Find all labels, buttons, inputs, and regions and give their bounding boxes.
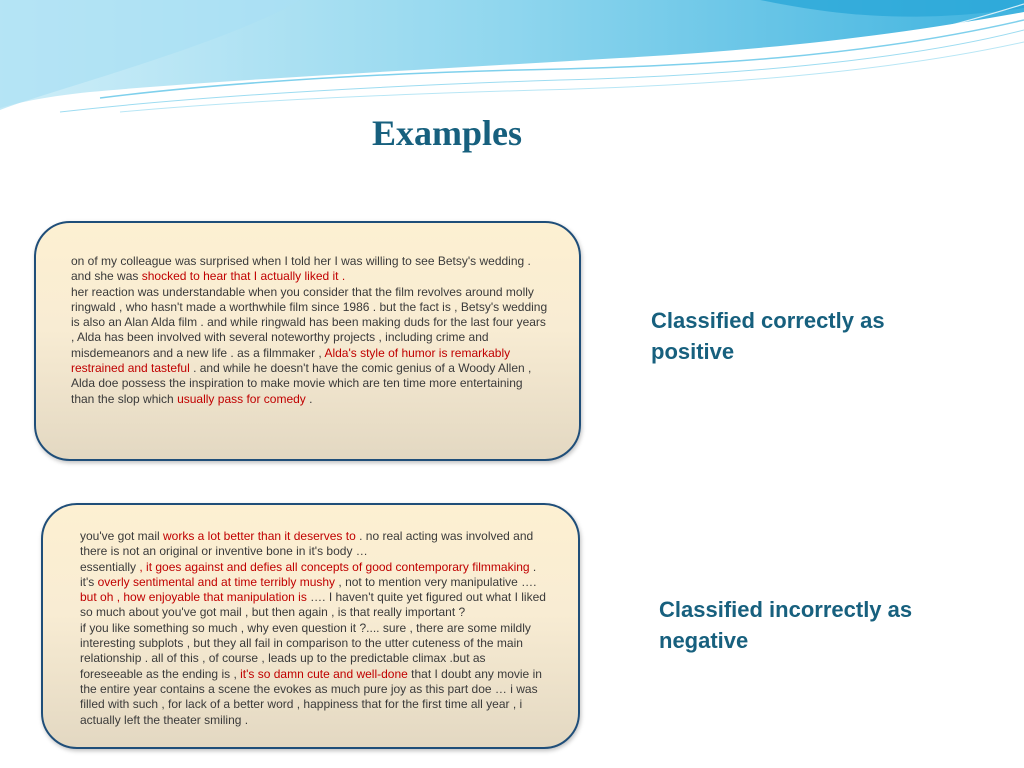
example-box-positive [34,221,581,461]
review-paragraph: essentially , it goes against and defies all concepts of good contemporary filmmaking . it's overly sentimental and at time terribly mushy , not to mention very manipulative …. [80,559,537,589]
review-paragraph: but oh , how enjoyable that manipulation is …. I haven't quite yet figured out what I liked so much about you've got mail , but then again , is that really important ? [80,590,546,620]
highlighted-phrase: usually pass for comedy [177,391,306,406]
header-wave-decoration [0,0,1024,130]
slide-title: Examples [371,113,522,153]
classification-label-positive: Classified correctly as positive [651,308,885,364]
example-box-negative [41,503,580,749]
classification-label-negative: Classified incorrectly as negative [659,597,913,653]
review-paragraph: on of my colleague was surprised when I told her I was willing to see Betsy's wedding . and she was shocked to hear that I actually liked it . [71,254,531,284]
review-paragraph: you've got mail works a lot better than it deserves to . no real acting was involved and there is not an original or inventive bone in it's body … [80,529,534,559]
highlighted-phrase: overly sentimental and at time terribly mushy [97,574,336,589]
highlighted-phrase: but oh , how enjoyable that manipulation is [80,590,307,605]
highlighted-phrase: , it goes against and defies all concepts of good contemporary filmmaking [139,559,530,574]
review-paragraph: if you like something so much , why even question it ?.... sure , there are some mildly interesting subplots , but they all fail in comparison to the utter cuteness of the main relationship . all of this , of course , leads up to the predictable climax .but as foreseeable as the ending is , it's so damn cute and well-done that I doubt any movie in the entire year contains a scene the evokes as much pure joy as this part doe … i was filled with such , for lack of a better word , happiness that for the first time all year , i actually left the theater smiling . [80,620,542,727]
highlighted-phrase: shocked to hear that I actually liked it . [141,269,346,284]
highlighted-phrase: Alda's style of humor is remarkably restrained and tasteful [71,345,511,376]
highlighted-phrase: it's so damn cute and well-done [240,666,408,681]
highlighted-phrase: works a lot better than it deserves to [163,529,356,543]
review-paragraph: her reaction was understandable when you consider that the film revolves around molly ringwald , who hasn't made a worthwhile film since 1986 . but the fact is , Betsy's wedding is also an Alan Alda film . and while ringwald has been making duds for the last four years , Alda has been involved with several noteworthy projects , including crime and misdemeanors and a new life . as a filmmaker , Alda's style of humor is remarkably restrained and tasteful . and while he doesn't have the comic genius of a Woody Allen , Alda doe possess the inspiration to make movie which are ten time more entertaining than the slop which usually pass for comedy . [71,284,548,406]
